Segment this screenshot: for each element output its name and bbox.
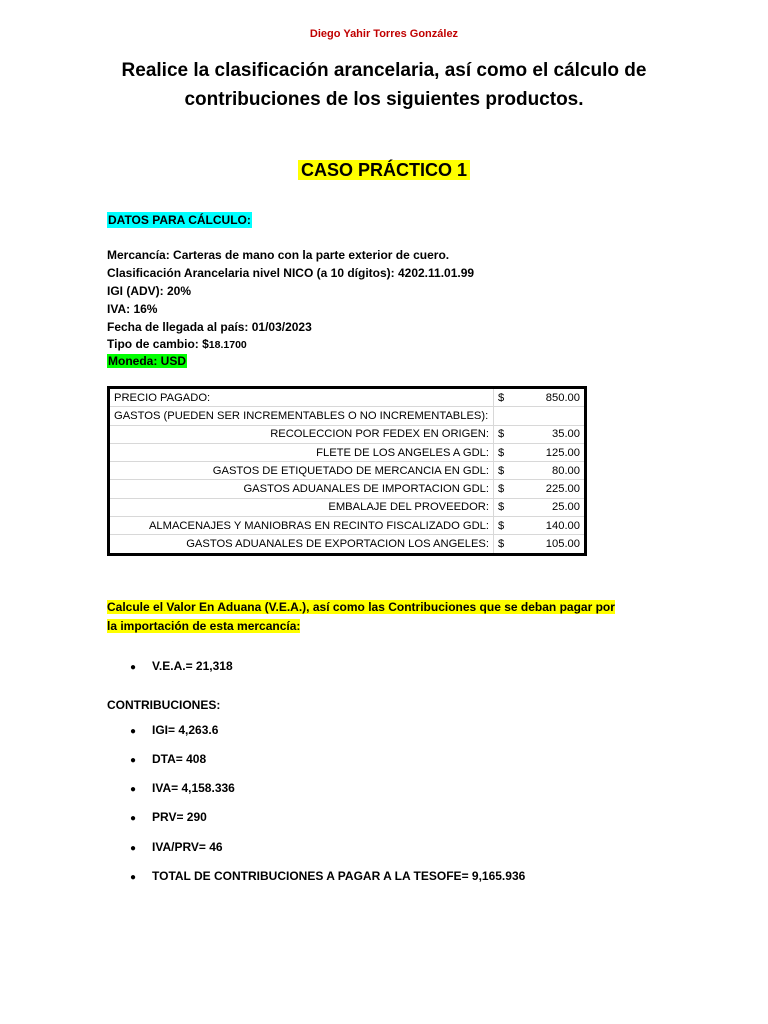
gasto-label: GASTOS ADUANALES DE EXPORTACION LOS ANGELES: [109, 535, 494, 554]
calc-prompt [107, 598, 627, 636]
gasto-label: EMBALAJE DEL PROVEEDOR: [109, 498, 494, 516]
contrib-heading: CONTRIBUCIONES: [107, 698, 221, 712]
gasto-currency: $ [494, 462, 517, 480]
contrib-item: IGI= 4,263.6 [152, 723, 219, 737]
list-item [130, 723, 218, 737]
list-item [130, 781, 235, 795]
gasto-amount: 140.00 [516, 517, 586, 535]
table-row [109, 480, 586, 498]
list-item [130, 869, 525, 883]
table-row [109, 535, 586, 554]
calc-prompt-text: Calcule el Valor En Aduana (V.E.A.), así como las Contribuciones que se deban pagar por la importación de esta mercancía: [107, 600, 615, 633]
gasto-amount: 25.00 [516, 498, 586, 516]
gasto-currency: $ [494, 535, 517, 554]
gasto-amount: 35.00 [516, 425, 586, 443]
table-row [109, 388, 586, 407]
bullet-icon: ● [130, 755, 137, 766]
contrib-total: TOTAL DE CONTRIBUCIONES A PAGAR A LA TESOFE= 9,165.936 [152, 869, 526, 883]
table-row [109, 425, 586, 443]
tipo-cambio-label: Tipo de cambio: $ [107, 337, 209, 351]
gasto-amount: 80.00 [516, 462, 586, 480]
gasto-label: GASTOS ADUANALES DE IMPORTACION GDL: [109, 480, 494, 498]
table-row [109, 517, 586, 535]
contrib-item: PRV= 290 [152, 810, 207, 824]
fecha-line: Fecha de llegada al país: 01/03/2023 [107, 320, 312, 334]
bullet-icon: ● [130, 843, 137, 854]
case-title-text: CASO PRÁCTICO 1 [298, 160, 470, 180]
precio-currency: $ [494, 388, 517, 407]
contrib-item: DTA= 408 [152, 752, 207, 766]
case-title [0, 160, 768, 181]
gasto-currency: $ [494, 425, 517, 443]
list-item [130, 840, 223, 854]
list-item [130, 752, 206, 766]
bullet-icon: ● [130, 726, 137, 737]
gasto-amount: 225.00 [516, 480, 586, 498]
table-row [109, 407, 586, 425]
tipo-cambio-value: 18.1700 [208, 339, 247, 351]
table-row [109, 443, 586, 461]
table-row [109, 462, 586, 480]
contrib-item: IVA= 4,158.336 [152, 781, 235, 795]
bullet-icon: ● [130, 813, 137, 824]
author-name: Diego Yahir Torres González [309, 28, 459, 40]
gastos-label: GASTOS (PUEDEN SER INCREMENTABLES O NO INCREMENTABLES): [109, 407, 494, 425]
list-item [130, 659, 233, 673]
vea-value: V.E.A.= 21,318 [152, 659, 233, 673]
gasto-currency: $ [494, 443, 517, 461]
bullet-icon: ● [130, 784, 137, 795]
precio-amount: 850.00 [516, 388, 586, 407]
clasificacion-line: Clasificación Arancelaria nivel NICO (a 10 dígitos): 4202.11.01.99 [107, 266, 475, 280]
bullet-icon: ● [130, 872, 137, 883]
page-title: Realice la clasificación arancelaria, así como el cálculo de contribuciones de los siguientes productos. [121, 60, 647, 110]
contrib-item: IVA/PRV= 46 [152, 840, 223, 854]
iva-line: IVA: 16% [107, 302, 158, 316]
gasto-label: GASTOS DE ETIQUETADO DE MERCANCIA EN GDL: [109, 462, 494, 480]
table-row [109, 498, 586, 516]
gasto-amount: 105.00 [516, 535, 586, 554]
gasto-label: ALMACENAJES Y MANIOBRAS EN RECINTO FISCALIZADO GDL: [109, 517, 494, 535]
expense-table [107, 386, 587, 556]
moneda-line [107, 352, 187, 370]
gasto-amount: 125.00 [516, 443, 586, 461]
datos-label: DATOS PARA CÁLCULO: [108, 213, 251, 227]
gasto-label: FLETE DE LOS ANGELES A GDL: [109, 443, 494, 461]
list-item [130, 810, 207, 824]
bullet-icon: ● [130, 662, 137, 673]
precio-label: PRECIO PAGADO: [109, 388, 494, 407]
igi-line: IGI (ADV): 20% [107, 284, 192, 298]
gasto-currency: $ [494, 498, 517, 516]
gasto-label: RECOLECCION POR FEDEX EN ORIGEN: [109, 425, 494, 443]
gasto-currency: $ [494, 517, 517, 535]
mercancia-line: Mercancía: Carteras de mano con la parte exterior de cuero. [107, 248, 450, 262]
moneda-text: Moneda: USD [108, 354, 186, 368]
gasto-currency: $ [494, 480, 517, 498]
